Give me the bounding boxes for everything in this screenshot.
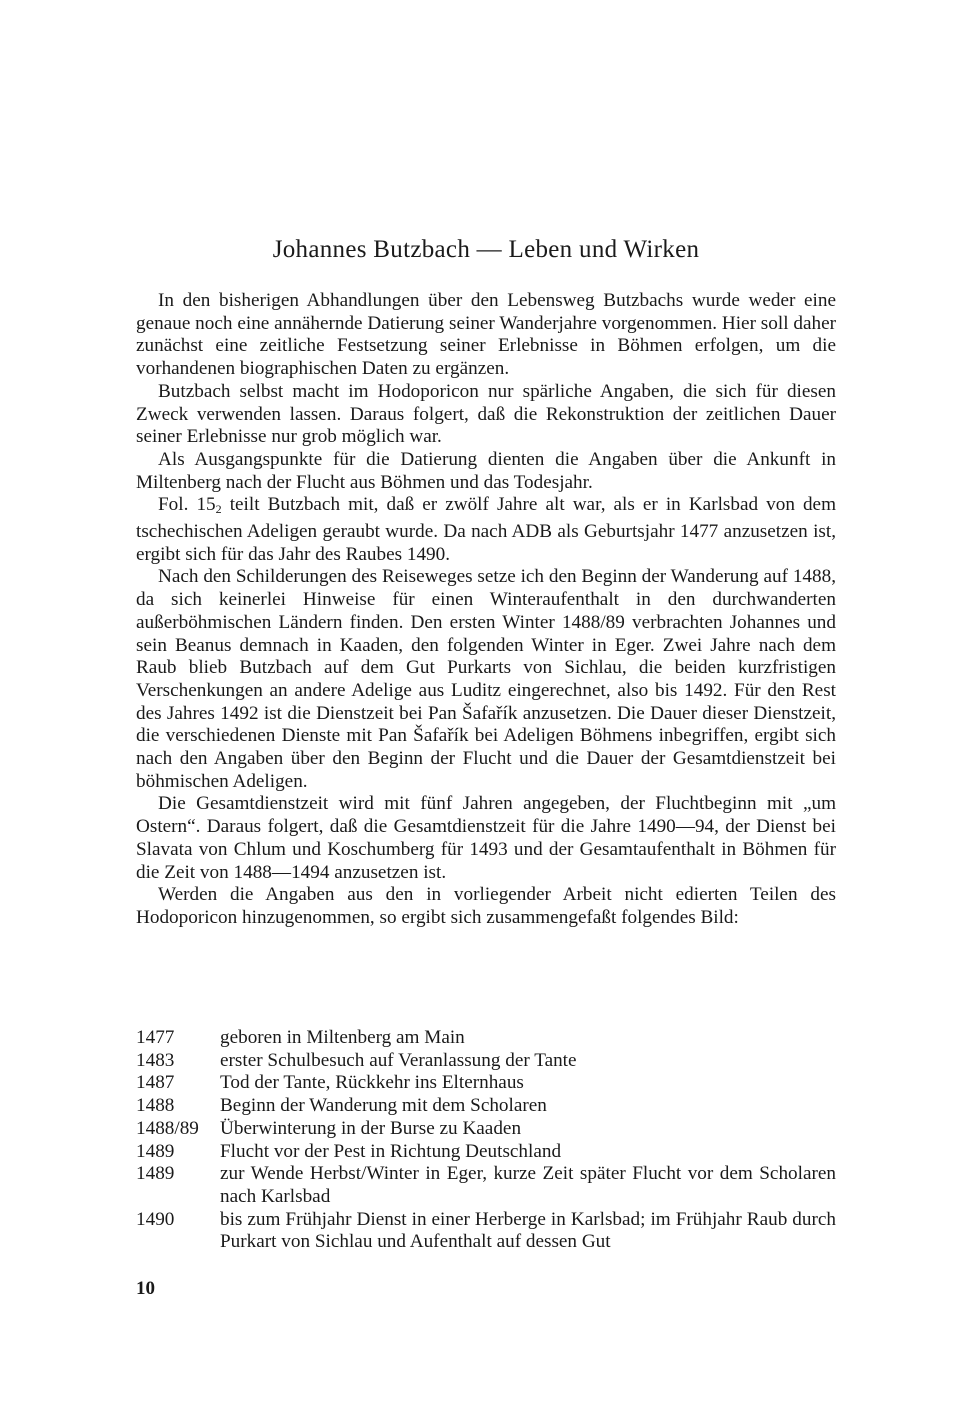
chronology-row <box>136 1072 836 1095</box>
paragraph: Die Gesamtdienstzeit wird mit fünf Jahren angegeben, der Fluchtbeginn mit „um Ostern“. Daraus folgert, daß die Gesamtdienstzeit für die Jahre 1490—94, der Dienst bei Slavata von Chlum und Koschumberg für 1493 und der Gesamtaufenthalt in Böhmen für die Zeit von 1488—1494 anzusetzen ist. <box>136 793 836 883</box>
chronology-event: zur Wende Herbst/Winter in Eger, kurze Zeit später Flucht vor dem Scholaren nach Karlsbad <box>220 1163 836 1207</box>
paragraph: In den bisherigen Abhandlungen über den Lebensweg Butzbachs wurde weder eine genaue noch eine annähernde Datierung seiner Wanderjahre vorgenommen. Hier soll daher zunächst eine zeitliche Festsetzung seiner Erlebnisse in Böhmen erfolgen, um die vorhandenen biographischen Daten zu ergänzen. <box>136 290 836 380</box>
body-text <box>136 290 836 930</box>
page-number: 10 <box>136 1278 155 1299</box>
paragraph: Werden die Angaben aus den in vorliegender Arbeit nicht edierten Teilen des Hodoporicon hinzugenommen, so ergibt sich zusammengefaßt folgendes Bild: <box>136 884 836 928</box>
chronology-year: 1488/89 <box>136 1117 199 1139</box>
paragraph-folio <box>136 494 836 566</box>
chronology-event: bis zum Frühjahr Dienst in einer Herberge in Karlsbad; im Frühjahr Raub durch Purkart von Sichlau und Aufenthalt auf dessen Gut <box>220 1208 836 1253</box>
chronology-row <box>136 1209 836 1254</box>
chronology-event: Überwinterung in der Burse zu Kaaden <box>220 1117 522 1139</box>
chronology-year: 1483 <box>136 1049 175 1071</box>
chronology-row <box>136 1163 836 1208</box>
folio-prefix: Fol. 15 <box>158 494 216 516</box>
chronology-year: 1487 <box>136 1072 175 1094</box>
chronology-year: 1477 <box>136 1027 175 1048</box>
chronology-row <box>136 1141 836 1164</box>
chronology-row <box>136 1118 836 1141</box>
paragraph: Butzbach selbst macht im Hodoporicon nur spärliche Angaben, die sich für diesen Zweck verwenden lassen. Daraus folgert, daß die Rekonstruktion der zeitlichen Dauer seiner Erlebnisse nur grob möglich war. <box>136 380 836 448</box>
paragraph: Als Ausgangspunkte für die Datierung dienten die Angaben über die Ankunft in Miltenberg nach der Flucht aus Böhmen und das Todesjahr. <box>136 448 836 493</box>
chronology-year: 1489 <box>136 1140 175 1162</box>
chronology-row <box>136 1050 836 1073</box>
chronology-year: 1490 <box>136 1208 175 1230</box>
chronology-year: 1489 <box>136 1163 175 1185</box>
chronology-event: erster Schulbesuch auf Veranlassung der Tante <box>220 1049 577 1071</box>
page-title: Johannes Butzbach — Leben und Wirken <box>272 236 700 263</box>
chronology-year: 1488 <box>136 1095 175 1117</box>
chronology-event: Flucht vor der Pest in Richtung Deutschland <box>220 1140 562 1162</box>
paragraph: Nach den Schilderungen des Reiseweges setze ich den Beginn der Wanderung auf 1488, da sich keinerlei Hinweise für einen Winteraufenthalt in den durchwanderten außerböhmischen Ländern finden. Den ersten Winter 1488/89 verbrachten Johannes und sein Beanus demnach in Kaaden, den folgenden Winter in Eger. Zwei Jahre nach dem Raub blieb Butzbach auf dem Gut Purkarts von Sichlau, die beiden kurzfristigen Verschenkungen an andere Adelige aus Luditz eingerechnet, also bis 1492. Für den Rest des Jahres 1492 ist die Dienstzeit bei Pan Šafařík anzusetzen. Die Dauer dieser Dienstzeit, die verschiedenen Dienste mit Pan Šafařík bei Adeligen Böhmens inbegriffen, ergibt sich nach den Angaben über den Beginn der Flucht und die Dauer der Gesamtdienstzeit bei böhmischen Adeligen. <box>136 566 836 792</box>
chronology-event: Beginn der Wanderung mit dem Scholaren <box>220 1095 547 1117</box>
chronology-row <box>136 1095 836 1118</box>
chronology-event: geboren in Miltenberg am Main <box>220 1027 465 1048</box>
chronology-event: Tod der Tante, Rückkehr ins Elternhaus <box>220 1072 524 1094</box>
folio-rest: teilt Butzbach mit, daß er zwölf Jahre alt war, als er in Karlsbad von dem tschechischen Adeligen geraubt wurde. Da nach ADB als Geburtsjahr 1477 anzusetzen ist, ergibt sich für das Jahr des Raubes 1490. <box>136 494 836 565</box>
chronology-list <box>136 1027 836 1254</box>
folio-subscript: 2 <box>215 502 222 517</box>
chronology-row <box>136 1027 836 1050</box>
